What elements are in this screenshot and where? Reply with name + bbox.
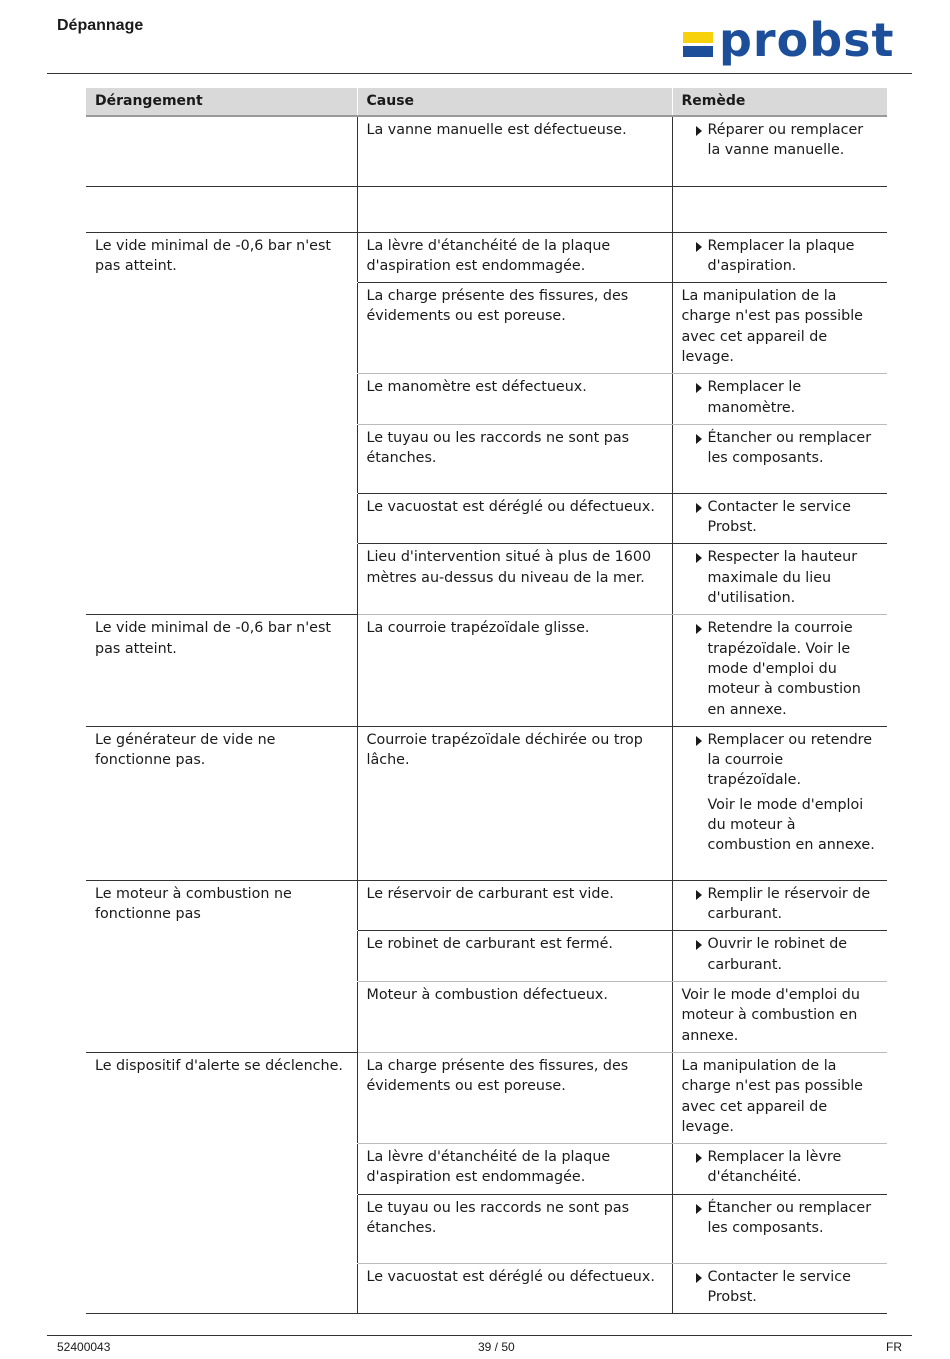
remedy-text: Remplir le réservoir de carburant. — [707, 885, 871, 923]
cell-derangement — [86, 186, 357, 232]
cell-cause: La lèvre d'étanchéité de la plaque d'aspiration est endommagée. — [357, 232, 672, 283]
logo-yellow-bar — [683, 32, 713, 43]
table-row — [86, 880, 887, 931]
cell-derangement: Le dispositif d'alerte se déclenche. — [95, 1057, 343, 1074]
table-row — [86, 615, 887, 726]
cell-remede — [672, 424, 887, 493]
cell-derangement — [86, 1263, 357, 1314]
table-row — [86, 544, 887, 615]
probst-logo — [683, 13, 905, 69]
cell-remede — [672, 1144, 887, 1195]
remedy-step — [682, 547, 879, 608]
triangle-bullet-icon — [696, 126, 702, 136]
remedy-text: Respecter la hauteur maximale du lieu d'utilisation. — [707, 549, 858, 607]
cell-cause: Lieu d'intervention situé à plus de 1600 mètres au-dessus du niveau de la mer. — [357, 544, 672, 615]
document-number: 52400043 — [57, 1340, 111, 1354]
cell-derangement: Le moteur à combustion ne fonctionne pas — [95, 885, 292, 923]
cell-derangement — [86, 283, 357, 374]
triangle-bullet-icon — [696, 940, 702, 950]
remedy-text: Voir le mode d'emploi du moteur à combustion en annexe. — [681, 987, 860, 1044]
remedy-step — [682, 618, 879, 719]
cell-cause: Le réservoir de carburant est vide. — [357, 880, 672, 931]
logo-wordmark: probst — [719, 13, 895, 67]
remedy-text: La manipulation de la charge n'est pas possible avec cet appareil de levage. — [681, 1057, 863, 1135]
remedy-step — [682, 884, 879, 925]
remedy-text: Remplacer la plaque d'aspiration. — [707, 237, 855, 274]
footer-divider — [47, 1335, 912, 1336]
table-row — [86, 982, 887, 1053]
triangle-bullet-icon — [696, 736, 702, 746]
triangle-bullet-icon — [696, 1273, 702, 1283]
cell-cause: La vanne manuelle est défectueuse. — [357, 116, 672, 186]
column-header-derangement: Dérangement — [86, 88, 357, 116]
triangle-bullet-icon — [696, 553, 702, 563]
triangle-bullet-icon — [696, 242, 702, 252]
cell-remede — [672, 880, 887, 931]
remedy-text: Réparer ou remplacer la vanne manuelle. — [707, 122, 864, 159]
triangle-bullet-icon — [696, 434, 702, 444]
cell-remede — [672, 982, 887, 1053]
cell-remede — [672, 544, 887, 615]
cell-derangement: Le vide minimal de -0,6 bar n'est pas atteint. — [86, 615, 357, 726]
cell-cause — [357, 186, 672, 232]
cell-derangement — [86, 424, 357, 493]
cell-derangement — [86, 982, 357, 1053]
cell-remede — [672, 283, 887, 374]
remedy-note: Voir le mode d'emploi du moteur à combustion en annexe. — [707, 796, 875, 854]
remedy-step — [682, 377, 879, 418]
page-title: Dépannage — [57, 17, 144, 34]
table-row — [86, 1194, 887, 1263]
triangle-bullet-icon — [696, 1204, 702, 1214]
table-row — [86, 424, 887, 493]
table-body — [86, 116, 887, 1314]
table-header-row — [86, 88, 887, 116]
triangle-bullet-icon — [696, 383, 702, 393]
remedy-text: Contacter le service Probst. — [707, 498, 851, 536]
troubleshooting-table — [86, 88, 887, 1314]
page-number: 39 / 50 — [478, 1340, 515, 1354]
cell-remede — [672, 374, 887, 425]
cell-derangement — [86, 544, 357, 615]
cell-cause: Le vacuostat est déréglé ou défectueux. — [357, 1263, 672, 1314]
table-row — [86, 493, 887, 544]
triangle-bullet-icon — [696, 1153, 702, 1163]
cell-cause: La charge présente des fissures, des évidements ou est poreuse. — [357, 283, 672, 374]
cell-derangement — [86, 493, 357, 544]
cell-derangement — [86, 374, 357, 425]
cell-cause: La lèvre d'étanchéité de la plaque d'aspiration est endommagée. — [357, 1144, 672, 1195]
cell-cause: Courroie trapézoïdale déchirée ou trop lâche. — [357, 726, 672, 880]
cell-cause: Le robinet de carburant est fermé. — [357, 931, 672, 982]
cell-remede — [672, 1052, 887, 1143]
remedy-text: Contacter le service Probst. — [707, 1268, 851, 1305]
cell-cause: Le tuyau ou les raccords ne sont pas étanches. — [357, 424, 672, 493]
column-header-remede: Remède — [672, 88, 887, 116]
table-row — [86, 186, 887, 232]
cell-remede — [672, 116, 887, 186]
remedy-step — [682, 120, 879, 161]
cell-cause: Le tuyau ou les raccords ne sont pas étanches. — [357, 1194, 672, 1263]
remedy-step — [682, 236, 879, 277]
table-row — [86, 1263, 887, 1314]
table-row — [86, 1144, 887, 1195]
remedy-text: Retendre la courroie trapézoïdale. Voir le mode d'emploi du moteur à combustion en annexe. — [707, 620, 861, 718]
cell-remede — [672, 186, 887, 232]
triangle-bullet-icon — [696, 503, 702, 513]
table-row — [86, 931, 887, 982]
remedy-text: Étancher ou remplacer les composants. — [707, 1199, 872, 1236]
cell-remede — [672, 931, 887, 982]
column-header-cause: Cause — [357, 88, 672, 116]
remedy-step — [682, 730, 879, 791]
cell-remede — [672, 493, 887, 544]
cell-remede — [672, 1194, 887, 1263]
remedy-step — [682, 497, 879, 538]
cell-cause: Le manomètre est défectueux. — [357, 374, 672, 425]
cell-cause: Le vacuostat est déréglé ou défectueux. — [357, 493, 672, 544]
cell-remede — [672, 232, 887, 283]
logo-blue-bar — [683, 46, 713, 57]
cell-derangement — [86, 931, 357, 982]
table-row — [86, 726, 887, 880]
table-row — [86, 116, 887, 186]
cell-derangement — [86, 116, 357, 186]
triangle-bullet-icon — [696, 890, 702, 900]
remedy-text: Remplacer ou retendre la courroie trapézoïdale. — [707, 731, 873, 789]
remedy-step — [682, 1267, 879, 1308]
cell-remede — [672, 1263, 887, 1314]
remedy-text: Ouvrir le robinet de carburant. — [707, 936, 848, 973]
cell-cause: La courroie trapézoïdale glisse. — [357, 615, 672, 726]
cell-derangement — [86, 1144, 357, 1195]
table-row — [86, 1052, 887, 1143]
cell-cause: Moteur à combustion défectueux. — [357, 982, 672, 1053]
language-code: FR — [886, 1340, 902, 1354]
cell-remede — [672, 726, 887, 880]
cell-cause: La charge présente des fissures, des évidements ou est poreuse. — [357, 1052, 672, 1143]
remedy-step — [682, 428, 879, 469]
cell-remede — [672, 615, 887, 726]
remedy-text: La manipulation de la charge n'est pas possible avec cet appareil de levage. — [681, 288, 863, 365]
cell-derangement — [86, 1194, 357, 1263]
remedy-step — [682, 1147, 879, 1188]
table-row — [86, 374, 887, 425]
remedy-text: Étancher ou remplacer les composants. — [707, 429, 872, 467]
cell-derangement: Le vide minimal de -0,6 bar n'est pas atteint. — [95, 237, 331, 274]
cell-derangement: Le générateur de vide ne fonctionne pas. — [86, 726, 357, 880]
remedy-text: Remplacer la lèvre d'étanchéité. — [707, 1149, 842, 1186]
remedy-step — [682, 1198, 879, 1239]
remedy-text: Remplacer le manomètre. — [707, 379, 802, 416]
table-row — [86, 283, 887, 374]
header-divider — [47, 73, 912, 74]
remedy-step — [682, 934, 879, 975]
table-row — [86, 232, 887, 283]
triangle-bullet-icon — [696, 624, 702, 634]
